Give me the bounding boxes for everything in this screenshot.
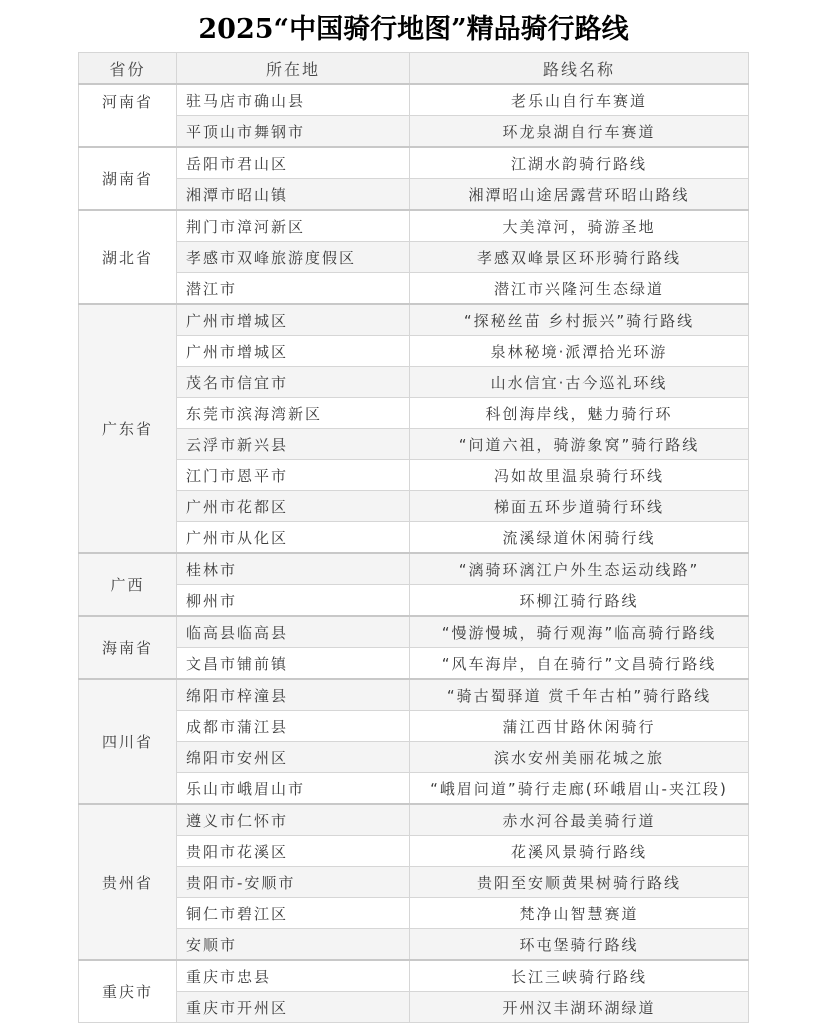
location-cell: 重庆市忠县 (177, 960, 410, 992)
route-name-cell: 梵净山智慧赛道 (410, 898, 749, 929)
location-cell: 江门市恩平市 (177, 460, 410, 491)
route-name-cell: 山水信宜·古今巡礼环线 (410, 367, 749, 398)
location-cell: 文昌市铺前镇 (177, 648, 410, 680)
route-name-cell: 老乐山自行车赛道 (410, 84, 749, 116)
location-cell: 临高县临高县 (177, 616, 410, 648)
table-row (79, 522, 749, 554)
location-cell: 荆门市漳河新区 (177, 210, 410, 242)
province-cell: 广东省 (79, 304, 177, 553)
location-cell: 成都市蒲江县 (177, 711, 410, 742)
table-row (79, 304, 749, 336)
table-row (79, 460, 749, 491)
province-cell: 贵州省 (79, 804, 177, 960)
route-name-cell: 花溪风景骑行路线 (410, 836, 749, 867)
province-cell: 海南省 (79, 616, 177, 679)
route-name-cell: 开州汉丰湖环湖绿道 (410, 992, 749, 1023)
route-name-cell: 大美漳河，骑游圣地 (410, 210, 749, 242)
route-name-cell: 贵阳至安顺黄果树骑行路线 (410, 867, 749, 898)
location-cell: 桂林市 (177, 553, 410, 585)
route-name-cell: 蒲江西甘路休闲骑行 (410, 711, 749, 742)
header-province: 省份 (79, 53, 177, 85)
location-cell: 重庆市开州区 (177, 992, 410, 1023)
route-name-cell: 环柳江骑行路线 (410, 585, 749, 617)
route-name-cell: 潜江市兴隆河生态绿道 (410, 273, 749, 305)
route-name-cell: 长江三峡骑行路线 (410, 960, 749, 992)
location-cell: 绵阳市梓潼县 (177, 679, 410, 711)
table-row (79, 711, 749, 742)
table-header-row (79, 53, 749, 85)
table-row (79, 992, 749, 1023)
location-cell: 广州市花都区 (177, 491, 410, 522)
route-name-cell: 环屯堡骑行路线 (410, 929, 749, 961)
location-cell: 遵义市仁怀市 (177, 804, 410, 836)
location-cell: 绵阳市安州区 (177, 742, 410, 773)
route-name-cell: “探秘丝苗 乡村振兴”骑行路线 (410, 304, 749, 336)
location-cell: 孝感市双峰旅游度假区 (177, 242, 410, 273)
route-name-cell: “慢游慢城，骑行观海”临高骑行路线 (410, 616, 749, 648)
location-cell: 平顶山市舞钢市 (177, 116, 410, 148)
location-cell: 云浮市新兴县 (177, 429, 410, 460)
province-cell: 湖北省 (79, 210, 177, 304)
location-cell: 东莞市滨海湾新区 (177, 398, 410, 429)
table-row (79, 616, 749, 648)
table-row (79, 836, 749, 867)
location-cell: 茂名市信宜市 (177, 367, 410, 398)
table-row (79, 804, 749, 836)
location-cell: 乐山市峨眉山市 (177, 773, 410, 805)
location-cell: 岳阳市君山区 (177, 147, 410, 179)
route-name-cell: 流溪绿道休闲骑行线 (410, 522, 749, 554)
route-name-cell: 滨水安州美丽花城之旅 (410, 742, 749, 773)
table-row (79, 553, 749, 585)
location-cell: 柳州市 (177, 585, 410, 617)
route-name-cell: 孝感双峰景区环形骑行路线 (410, 242, 749, 273)
route-name-cell: 泉林秘境·派潭拾光环游 (410, 336, 749, 367)
table-row (79, 336, 749, 367)
route-name-cell: 冯如故里温泉骑行环线 (410, 460, 749, 491)
route-name-cell: “问道六祖，骑游象窝”骑行路线 (410, 429, 749, 460)
table-row (79, 367, 749, 398)
table-row (79, 242, 749, 273)
location-cell: 铜仁市碧江区 (177, 898, 410, 929)
route-name-cell: 江湖水韵骑行路线 (410, 147, 749, 179)
province-cell: 湖南省 (79, 147, 177, 210)
location-cell: 驻马店市确山县 (177, 84, 410, 116)
route-name-cell: “风车海岸，自在骑行”文昌骑行路线 (410, 648, 749, 680)
table-row (79, 585, 749, 617)
table-row (79, 679, 749, 711)
location-cell: 广州市从化区 (177, 522, 410, 554)
province-cell: 重庆市 (79, 960, 177, 1023)
table-row (79, 960, 749, 992)
routes-table (78, 52, 749, 1023)
route-name-cell: 湘潭昭山途居露营环昭山路线 (410, 179, 749, 211)
table-row (79, 929, 749, 961)
table-row (79, 398, 749, 429)
table-row (79, 179, 749, 211)
table-row (79, 742, 749, 773)
route-name-cell: 环龙泉湖自行车赛道 (410, 116, 749, 148)
table-row (79, 773, 749, 805)
route-name-cell: 科创海岸线，魅力骑行环 (410, 398, 749, 429)
location-cell: 广州市增城区 (177, 336, 410, 367)
location-cell: 安顺市 (177, 929, 410, 961)
location-cell: 贵阳市-安顺市 (177, 867, 410, 898)
route-name-cell: “峨眉问道”骑行走廊(环峨眉山-夹江段) (410, 773, 749, 805)
route-name-cell: 梯面五环步道骑行环线 (410, 491, 749, 522)
header-route-name: 路线名称 (410, 53, 749, 85)
route-name-cell: “漓骑环漓江户外生态运动线路” (410, 553, 749, 585)
header-location: 所在地 (177, 53, 410, 85)
route-name-cell: 赤水河谷最美骑行道 (410, 804, 749, 836)
table-row (79, 116, 749, 148)
table-row (79, 429, 749, 460)
province-cell: 河南省 (79, 84, 177, 147)
table-row (79, 648, 749, 680)
table-row (79, 273, 749, 305)
table-row (79, 867, 749, 898)
table-row (79, 147, 749, 179)
table-row (79, 210, 749, 242)
location-cell: 湘潭市昭山镇 (177, 179, 410, 211)
route-name-cell: “骑古蜀驿道 赏千年古柏”骑行路线 (410, 679, 749, 711)
province-cell: 广西 (79, 553, 177, 616)
table-row (79, 84, 749, 116)
table-row (79, 491, 749, 522)
province-cell: 四川省 (79, 679, 177, 804)
location-cell: 贵阳市花溪区 (177, 836, 410, 867)
table-row (79, 898, 749, 929)
location-cell: 潜江市 (177, 273, 410, 305)
page-title: 2025“中国骑行地图”精品骑行路线 (198, 14, 629, 45)
location-cell: 广州市增城区 (177, 304, 410, 336)
